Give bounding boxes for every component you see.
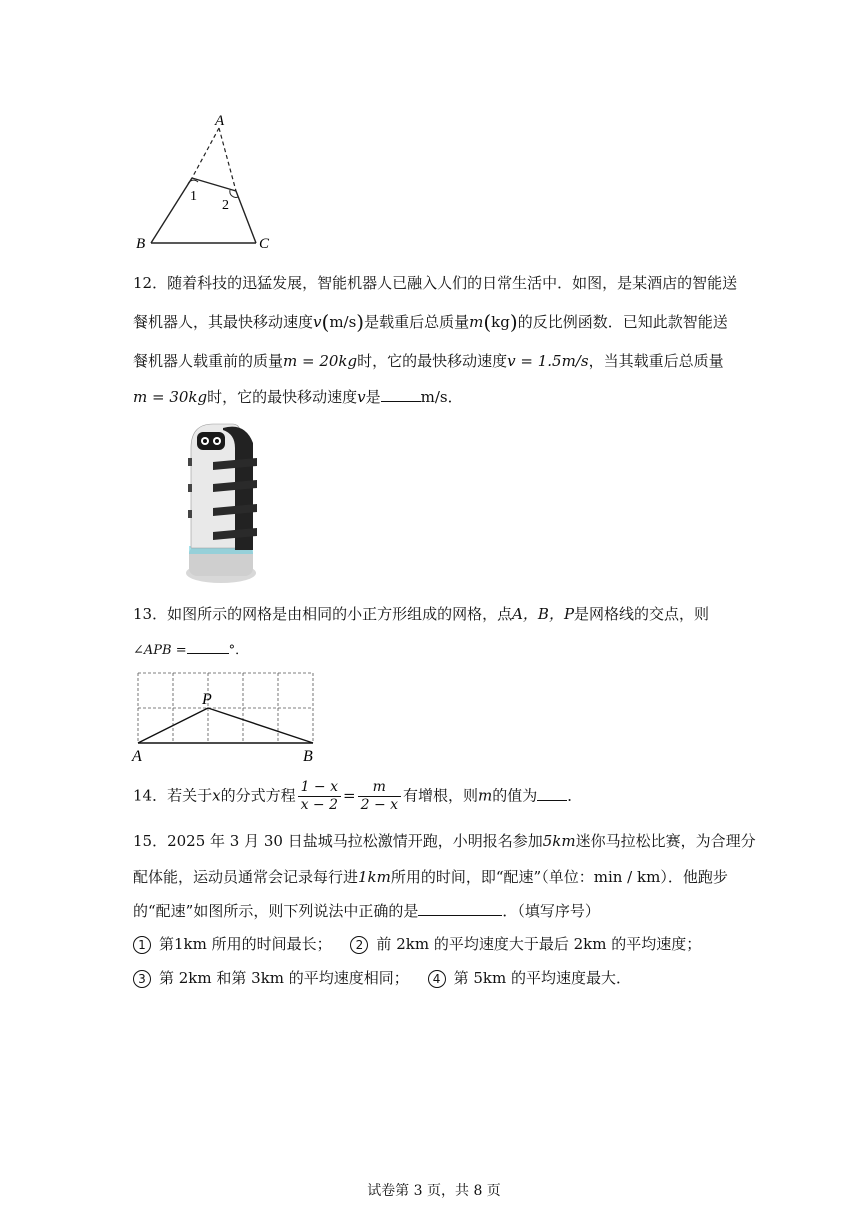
unit-min-km: min / km [593,868,661,886]
label-B: B [136,236,146,252]
var-x: x [212,786,221,805]
q14-text: 有增根，则 [403,786,479,805]
q14-text: ． [567,786,583,805]
frac2-num: m [358,779,401,797]
q13-text: 13．如图所示的网格是由相同的小正方形组成的网格，点 [133,605,513,623]
q15-text: ．（填写序号） [502,902,600,920]
q12-line4 [133,386,463,407]
option-1: 第1km 所用的时间最长； [159,935,332,953]
label-A: A [132,748,142,765]
triangle-figure [130,110,280,255]
q14-text: 14．若关于 [133,786,213,805]
q12-text: 是 [365,388,381,406]
q13-text: °． [228,643,249,658]
option-3-marker: 3 [133,970,151,988]
option-1-marker: 1 [133,936,151,954]
angle-apb: ∠APB = [133,643,187,658]
var-v: v [357,388,366,406]
grid-figure [130,668,325,768]
label-A: A [215,113,225,129]
eq-v15: v = 1.5m/s [507,352,589,370]
q15-options-row1 [133,933,701,954]
label-C: C [259,236,270,252]
q15-line3 [133,900,600,921]
frac1-num: 1 − x [298,779,341,797]
q12-line2: 餐机器人，其最快移动速度v(m/s)是载重后总质量m(kg)的反比例函数．已知此款智能送 [133,310,728,334]
q12-text: 是载重后总质量 [364,313,470,331]
q15-line2 [133,866,728,887]
q15-text: 迷你马拉松比赛，为合理分 [575,832,756,850]
q15-text: 15．2025 年 3 月 30 日盐城马拉松激情开跑，小明报名参加 [133,832,543,850]
q14-text: 的值为 [492,786,538,805]
q15-options-row2 [133,967,631,988]
distance-1km: 1km [358,868,391,886]
q15-text: ）．他跑步 [660,868,728,886]
q15-text: 所用的时间，即“配速”（单位： [390,868,594,886]
option-2: 前 2km 的平均速度大于最后 2km 的平均速度； [376,935,702,953]
option-3: 第 2km 和第 3km 的平均速度相同； [159,969,409,987]
label-P: P [202,691,212,708]
frac1-den: x − 2 [300,797,339,813]
q12-text: 餐机器人载重前的质量 [133,352,284,370]
label-angle-1: 1 [190,189,197,204]
q12-text: 的反比例函数．已知此款智能送 [517,313,728,331]
q14-text: 的分式方程 [220,786,296,805]
q12-text: 餐机器人，其最快移动速度 [133,313,314,331]
q13-line1 [133,603,709,624]
q15-text: 的“配速”如图所示，则下列说法中正确的是 [133,902,419,920]
q12-text: 时，它的最快移动速度 [207,388,358,406]
robot-image [183,418,273,586]
fraction-2 [358,779,401,814]
label-angle-2: 2 [222,198,229,213]
var-m: m [469,313,484,331]
answer-blank-12[interactable] [381,387,421,402]
answer-blank-14[interactable] [537,786,567,801]
label-B: B [303,748,313,765]
q15-line1 [133,830,756,851]
q12-text: ，当其载重后总质量 [588,352,724,370]
equals: = [343,786,356,805]
frac2-den: 2 − x [360,797,399,813]
unit-ms: m/s [329,313,357,331]
unit-kg: kg [491,313,510,331]
q12-text: 时，它的最快移动速度 [357,352,508,370]
q12-line1: 12．随着科技的迅猛发展，智能机器人已融入人们的日常生活中．如图，是某酒店的智能送 [133,274,738,292]
page-footer: 试卷第 3 页，共 8 页 [367,1183,501,1199]
q12-text: m/s． [420,388,463,406]
option-4-marker: 4 [428,970,446,988]
distance-5km: 5km [542,832,576,850]
var-m: m [478,786,493,805]
q13-points: A，B，P [512,605,575,623]
q13-text: 是网格线的交点，则 [574,605,710,623]
eq-m30: m = 30kg [133,388,208,406]
q15-text: 配体能，运动员通常会记录每行进 [133,868,359,886]
option-4: 第 5km 的平均速度最大． [453,969,631,987]
question-14 [133,779,582,814]
answer-blank-13[interactable] [187,639,229,654]
fraction-1 [298,779,341,814]
q13-line2 [133,639,248,658]
eq-m20: m = 20kg [283,352,358,370]
var-v: v [313,313,322,331]
answer-blank-15[interactable] [418,901,502,916]
q12-line3 [133,350,724,371]
option-2-marker: 2 [350,936,368,954]
